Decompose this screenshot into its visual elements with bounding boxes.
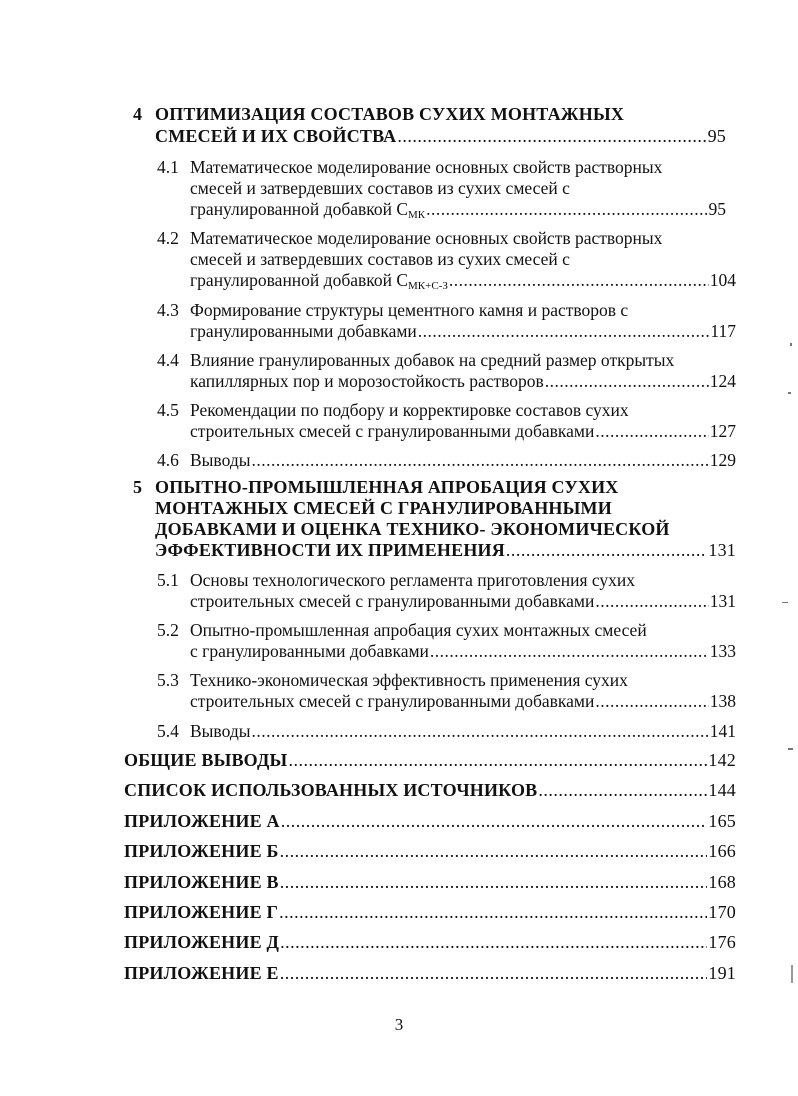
section-4-3-text1: Формирование структуры цементного камня и растворов с bbox=[190, 300, 629, 320]
section-5-3-line1 bbox=[190, 670, 628, 691]
section-5-4-page: 141 bbox=[709, 721, 736, 741]
chapter-5-title-text3: ДОБАВКАМИ И ОЦЕНКА ТЕХНИКО- ЭКОНОМИЧЕСКОЙ bbox=[155, 519, 670, 539]
chapter-4-title-text2: СМЕСЕЙ И ИХ СВОЙСТВА bbox=[155, 126, 397, 146]
section-5-3-text2: строительных смесей с гранулированными добавками bbox=[190, 691, 595, 711]
chapter-5-title-line2 bbox=[155, 498, 612, 519]
section-4-4-text1: Влияние гранулированных добавок на средний размер открытых bbox=[190, 350, 675, 370]
toc-entry-page: 144 bbox=[708, 780, 736, 800]
toc-entry-appendix-v[interactable] bbox=[124, 872, 736, 893]
subscript-mk: МК bbox=[408, 209, 426, 221]
toc-entry-title: ПРИЛОЖЕНИЕ Е bbox=[124, 963, 279, 983]
toc-entry-page: 142 bbox=[708, 750, 736, 770]
chapter-5-number: 5 bbox=[133, 477, 142, 497]
leader-dots bbox=[251, 450, 708, 471]
section-4-1-line2 bbox=[190, 178, 570, 199]
section-4-2-text2: смесей и затвердевших составов из сухих смесей с bbox=[190, 249, 570, 269]
toc-entry-appendix-g[interactable] bbox=[124, 902, 736, 923]
chapter-5-title-text4: ЭФФЕКТИВНОСТИ ИХ ПРИМЕНЕНИЯ bbox=[155, 540, 505, 560]
scan-speck bbox=[790, 343, 792, 346]
leader-dots bbox=[418, 321, 710, 342]
section-5-4-line1[interactable] bbox=[190, 721, 736, 742]
chapter-5-title-line1 bbox=[155, 477, 619, 498]
toc-entry-appendix-d[interactable] bbox=[124, 932, 736, 953]
leader-dots bbox=[595, 691, 708, 712]
chapter-4-number: 4 bbox=[133, 104, 142, 124]
chapter-4-title-text1: ОПТИМИЗАЦИЯ СОСТАВОВ СУХИХ МОНТАЖНЫХ bbox=[155, 104, 625, 124]
scan-speck bbox=[788, 748, 793, 750]
toc-entry-appendix-e[interactable] bbox=[124, 963, 736, 984]
section-4-2-text3: гранулированной добавкой $С_{МК+С-З}$ bbox=[190, 270, 448, 292]
toc-entry-appendix-b[interactable] bbox=[124, 841, 736, 862]
section-4-1-text1: Математическое моделирование основных свойств растворных bbox=[190, 157, 663, 177]
section-4-2-page: 104 bbox=[709, 270, 736, 290]
toc-entry-title: ПРИЛОЖЕНИЕ В bbox=[124, 872, 279, 892]
section-4-5-line1 bbox=[190, 400, 629, 421]
section-4-2-line3[interactable] bbox=[190, 270, 736, 291]
leader-dots bbox=[280, 963, 708, 984]
section-4-4-page: 124 bbox=[709, 371, 736, 391]
toc-entry-page: 166 bbox=[708, 841, 736, 861]
section-4-4-text2: капиллярных пор и морозостойкость растворов bbox=[190, 371, 544, 391]
chapter-4-page: 95 bbox=[707, 126, 726, 146]
section-5-1-text2: строительных смесей с гранулированными добавками bbox=[190, 591, 595, 611]
chapter-5-title-line4[interactable] bbox=[155, 540, 736, 561]
section-4-4-line1 bbox=[190, 350, 674, 371]
section-5-2-line2[interactable] bbox=[190, 641, 736, 662]
chapter-5-title-text1: ОПЫТНО-ПРОМЫШЛЕННАЯ АПРОБАЦИЯ СУХИХ bbox=[155, 477, 619, 497]
leader-dots bbox=[545, 371, 709, 392]
chapter-4-title-line1 bbox=[155, 104, 624, 125]
section-5-1-line1 bbox=[190, 570, 635, 591]
section-4-5-text1: Рекомендации по подбору и корректировке составов сухих bbox=[190, 400, 629, 420]
section-4-3-number: 4.3 bbox=[157, 300, 179, 320]
leader-dots bbox=[280, 841, 708, 862]
toc-entry-title: СПИСОК ИСПОЛЬЗОВАННЫХ ИСТОЧНИКОВ bbox=[124, 780, 538, 800]
section-4-5-page: 127 bbox=[709, 421, 736, 441]
leader-dots bbox=[397, 126, 706, 147]
section-4-2-text1: Математическое моделирование основных свойств растворных bbox=[190, 228, 663, 248]
section-4-5-text2: строительных смесей с гранулированными добавками bbox=[190, 421, 595, 441]
leader-dots bbox=[538, 780, 707, 801]
section-5-3-number: 5.3 bbox=[157, 670, 179, 690]
section-5-3-text1: Технико-экономическая эффективность применения сухих bbox=[190, 670, 628, 690]
toc-entry-page: 170 bbox=[708, 902, 736, 922]
toc-entry-references[interactable] bbox=[124, 780, 736, 801]
section-4-2-line2 bbox=[190, 249, 570, 270]
section-4-4-line2[interactable] bbox=[190, 371, 736, 392]
section-4-1-line1 bbox=[190, 157, 662, 178]
leader-dots bbox=[449, 270, 709, 291]
section-5-2-line1 bbox=[190, 620, 647, 641]
chapter-5-title-line3 bbox=[155, 519, 670, 540]
section-5-2-text2: с гранулированными добавками bbox=[190, 641, 429, 661]
section-4-6-line1[interactable] bbox=[190, 450, 736, 471]
section-5-1-page: 131 bbox=[709, 591, 736, 611]
toc-entry-page: 168 bbox=[708, 872, 736, 892]
section-4-1-line3[interactable] bbox=[190, 199, 726, 220]
section-4-6-text1: Выводы bbox=[190, 450, 251, 470]
section-4-1-page: 95 bbox=[708, 199, 726, 219]
toc-entry-page: 176 bbox=[708, 932, 736, 952]
leader-dots bbox=[595, 421, 708, 442]
section-5-4-number: 5.4 bbox=[157, 721, 179, 741]
section-4-2-line1 bbox=[190, 228, 662, 249]
leader-dots bbox=[279, 902, 707, 923]
section-5-2-text1: Опытно-промышленная апробация сухих монтажных смесей bbox=[190, 620, 647, 640]
section-4-1-text3: гранулированной добавкой $С_{МК}$ bbox=[190, 199, 426, 221]
leader-dots bbox=[281, 811, 708, 832]
toc-entry-title: ОБЩИЕ ВЫВОДЫ bbox=[124, 750, 288, 770]
scan-speck bbox=[782, 602, 788, 603]
section-4-3-text2: гранулированными добавками bbox=[190, 321, 417, 341]
leader-dots bbox=[280, 872, 708, 893]
section-4-1-text2: смесей и затвердевших составов из сухих смесей с bbox=[190, 178, 570, 198]
section-5-1-line2[interactable] bbox=[190, 591, 736, 612]
section-4-6-number: 4.6 bbox=[157, 450, 179, 470]
subscript-mk-s-z: МК+С-З bbox=[408, 280, 448, 292]
section-5-3-line2[interactable] bbox=[190, 691, 736, 712]
section-4-5-line2[interactable] bbox=[190, 421, 736, 442]
section-4-5-number: 4.5 bbox=[157, 400, 179, 420]
leader-dots bbox=[506, 540, 707, 561]
leader-dots bbox=[288, 750, 707, 771]
leader-dots bbox=[430, 641, 709, 662]
section-4-3-line2[interactable] bbox=[190, 321, 736, 342]
toc-entry-page: 191 bbox=[708, 963, 736, 983]
leader-dots bbox=[251, 721, 708, 742]
section-5-2-page: 133 bbox=[709, 641, 736, 661]
section-4-4-number: 4.4 bbox=[157, 350, 179, 370]
toc-entry-title: ПРИЛОЖЕНИЕ Б bbox=[124, 841, 279, 861]
section-4-6-page: 129 bbox=[709, 450, 736, 470]
section-5-3-page: 138 bbox=[709, 691, 736, 711]
section-5-4-text1: Выводы bbox=[190, 721, 251, 741]
scan-speck bbox=[791, 965, 793, 983]
section-5-1-number: 5.1 bbox=[157, 570, 179, 590]
leader-dots bbox=[280, 932, 707, 953]
toc-entry-page: 165 bbox=[708, 811, 736, 831]
section-4-2-number: 4.2 bbox=[157, 228, 179, 248]
section-4-3-page: 117 bbox=[710, 321, 736, 341]
toc-entry-title: ПРИЛОЖЕНИЕ Г bbox=[124, 902, 279, 922]
chapter-4-title-line2[interactable] bbox=[155, 126, 726, 147]
leader-dots bbox=[595, 591, 708, 612]
toc-entry-general-conclusions[interactable] bbox=[124, 750, 736, 771]
toc-entry-appendix-a[interactable] bbox=[124, 811, 736, 832]
section-5-1-text1: Основы технологического регламента приготовления сухих bbox=[190, 570, 636, 590]
chapter-5-title-text2: МОНТАЖНЫХ СМЕСЕЙ С ГРАНУЛИРОВАННЫМИ bbox=[155, 498, 612, 518]
leader-dots bbox=[426, 199, 707, 220]
page-number: 3 bbox=[394, 1015, 404, 1034]
section-5-2-number: 5.2 bbox=[157, 620, 179, 640]
chapter-5-page: 131 bbox=[708, 540, 736, 560]
section-4-3-line1 bbox=[190, 300, 628, 321]
scan-speck bbox=[788, 392, 791, 394]
section-4-1-number: 4.1 bbox=[157, 157, 179, 177]
toc-entry-title: ПРИЛОЖЕНИЕ Д bbox=[124, 932, 280, 952]
toc-entry-title: ПРИЛОЖЕНИЕ А bbox=[124, 811, 280, 831]
